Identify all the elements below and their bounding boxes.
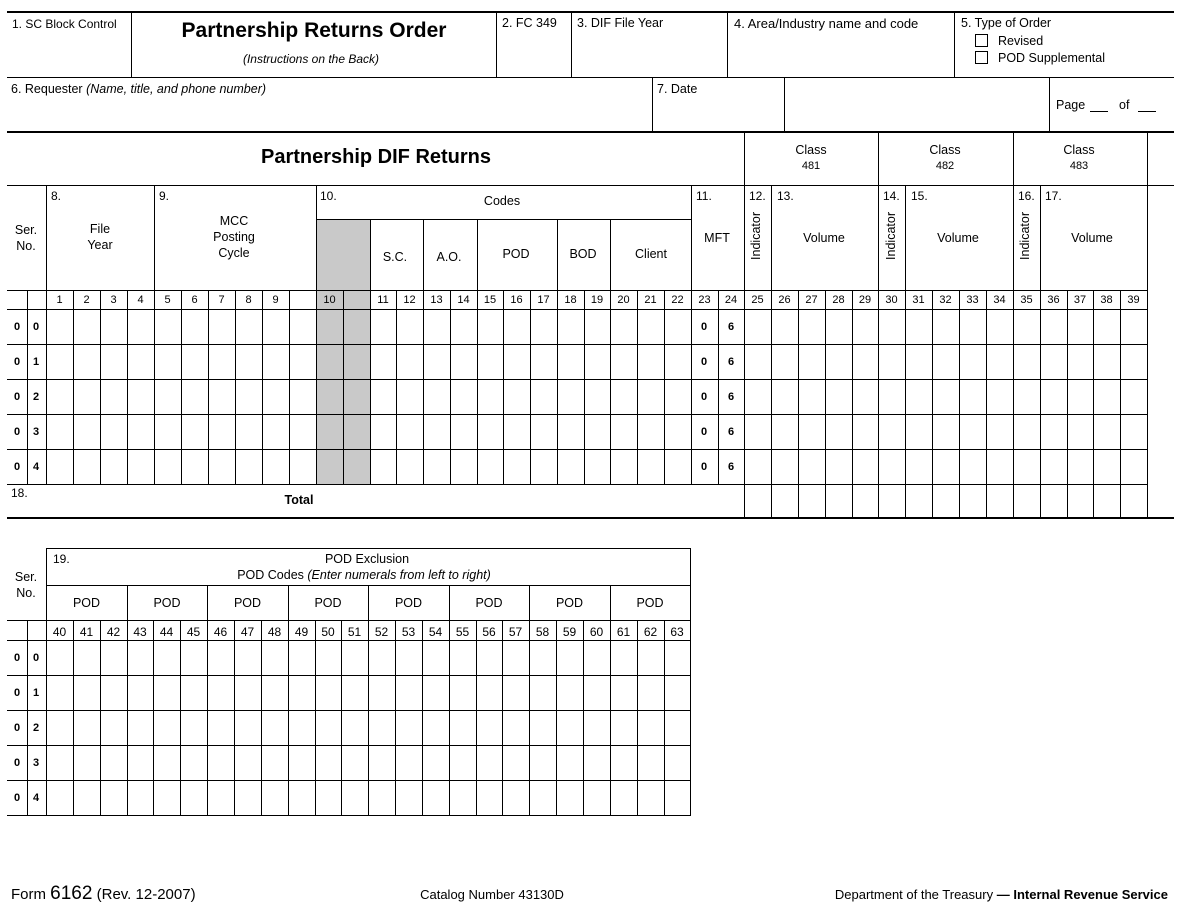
pod-exclusion-subtitle: [237, 569, 491, 582]
column-number: 3: [110, 294, 117, 306]
column-number: 22: [671, 294, 684, 306]
pod-column-number: 46: [213, 625, 228, 639]
area-industry-label: 4. Area/Industry name and code: [734, 16, 919, 31]
mft-digit: 0: [700, 425, 708, 438]
pod-column-number: 41: [79, 625, 94, 639]
pod-major-vline: [690, 548, 691, 815]
column-number: 31: [912, 294, 925, 306]
dif-row-codes-entry[interactable]: [370, 379, 691, 414]
major-vline: [691, 185, 692, 484]
form-revision: (Rev. 12-2007): [96, 886, 196, 903]
dif-row-volume-entry[interactable]: [744, 344, 1147, 379]
rule: [7, 131, 1174, 133]
year-label: Year: [87, 238, 113, 252]
column-number: 9: [272, 294, 279, 306]
pod-top-rule: [46, 548, 691, 549]
column-number: 18: [564, 294, 577, 306]
numbers-top-rule: [7, 290, 1147, 291]
column-number: 17: [537, 294, 550, 306]
pod-serial-digit: 2: [32, 721, 40, 734]
pod-serial-digit: 0: [13, 721, 21, 734]
column-number: 1: [56, 294, 63, 306]
column-number: 27: [805, 294, 818, 306]
pod-column-number: 50: [321, 625, 335, 639]
indicator-label-14: Indicator: [884, 212, 898, 260]
department-line: [835, 888, 1168, 901]
pod-serial-digit: 1: [32, 686, 40, 699]
volume-label-13: Volume: [803, 231, 845, 245]
dif-row-codes-entry[interactable]: [370, 344, 691, 379]
column-number: 33: [966, 294, 979, 306]
pod-column-number: 56: [482, 625, 496, 639]
class-482-label: Class: [929, 143, 961, 157]
column-number: 23: [698, 294, 711, 306]
mft-digit: 0: [700, 320, 708, 333]
dif-row-volume-entry[interactable]: [744, 449, 1147, 484]
mft-digit: 0: [700, 390, 708, 403]
pod-group-label: POD: [233, 596, 262, 610]
pod-supplemental-checkbox[interactable]: [975, 51, 988, 64]
instructions-note: (Instructions on the Back): [242, 52, 380, 66]
requester-note: (Name, title, and phone number): [86, 82, 267, 96]
pod-code-label: POD: [502, 247, 530, 261]
column-number: 20: [617, 294, 630, 306]
column-number: 34: [993, 294, 1006, 306]
field-16-number: 16.: [1018, 189, 1035, 203]
column-number: 37: [1073, 294, 1087, 306]
column-number: 6: [191, 294, 198, 306]
volume-label-17: Volume: [1071, 231, 1113, 245]
class-vline: [1147, 131, 1148, 517]
pod-column-number: 48: [267, 625, 282, 639]
column-number: 35: [1020, 294, 1033, 306]
dif-row-volume-entry[interactable]: [744, 414, 1147, 449]
column-number: 19: [590, 294, 604, 306]
indicator-label-12: Indicator: [749, 212, 763, 260]
sc-block-control-label: 1. SC Block Control: [12, 17, 117, 31]
requester-label: [11, 83, 266, 96]
pod-column-number: 55: [455, 625, 470, 639]
column-number: 12: [403, 294, 416, 306]
pod-column-number: 43: [133, 625, 147, 639]
rule: [652, 77, 653, 132]
date-label: 7. Date: [657, 82, 698, 96]
serial-digit: 0: [13, 320, 21, 333]
field-8-number: 8.: [51, 189, 62, 203]
pod-numbers-top-rule: [7, 620, 691, 621]
mft-digit: 6: [727, 390, 735, 403]
column-number: 8: [245, 294, 252, 306]
pod-serial-vline: [27, 620, 28, 815]
pod-column-number: 44: [159, 625, 174, 639]
pod-column-number: 61: [616, 625, 631, 639]
pod-supplemental-label: POD Supplemental: [998, 51, 1106, 65]
pod-column-number: 59: [562, 625, 577, 639]
column-number: 28: [832, 294, 845, 306]
dif-row-entry[interactable]: [46, 344, 316, 379]
dif-title: Partnership DIF Returns: [260, 146, 492, 168]
form-title: Partnership Returns Order: [181, 19, 447, 42]
field-11-number: 11.: [696, 189, 712, 203]
column-number: 32: [939, 294, 952, 306]
pod-serial-digit: 4: [32, 791, 40, 804]
department-dash: —: [996, 887, 1010, 902]
pod-column-number: 58: [535, 625, 550, 639]
cycle-label: Cycle: [218, 246, 250, 260]
dif-row-volume-entry[interactable]: [744, 379, 1147, 414]
pod-column-number: 45: [186, 625, 201, 639]
revised-checkbox[interactable]: [975, 34, 988, 47]
pod-column-number: 54: [428, 625, 443, 639]
class-481-code: 481: [801, 160, 821, 172]
class-481-label: Class: [795, 143, 827, 157]
volume-label-15: Volume: [937, 231, 979, 245]
rule: [727, 11, 728, 78]
column-number: 16: [510, 294, 523, 306]
pod-row-rule: [7, 815, 691, 816]
catalog-number: Catalog Number 43130D: [420, 887, 564, 902]
column-number: 15: [483, 294, 497, 306]
dif-row-codes-entry[interactable]: [370, 309, 691, 344]
dif-file-year-label: 3. DIF File Year: [577, 16, 664, 30]
column-number: 2: [83, 294, 90, 306]
sc-label: S.C.: [382, 250, 408, 264]
mft-digit: 6: [727, 425, 735, 438]
total-cell-vline: [1120, 484, 1121, 517]
mft-label: MFT: [704, 231, 730, 245]
total-cell-vline: [852, 484, 853, 517]
rule: [7, 11, 1174, 13]
column-number: 10: [323, 294, 336, 306]
pod-column-number: 62: [643, 625, 658, 639]
pod-group-label: POD: [314, 596, 342, 610]
bod-label: BOD: [569, 247, 597, 261]
column-number: 39: [1127, 294, 1140, 306]
pod-column-number: 49: [294, 625, 309, 639]
dif-row-volume-entry[interactable]: [744, 309, 1147, 344]
mcc-label: MCC: [219, 214, 249, 228]
pod-column-number: 60: [589, 625, 604, 639]
column-number: 25: [751, 294, 764, 306]
pod-row-entry[interactable]: [46, 640, 690, 675]
serial-digit: 2: [32, 390, 40, 403]
page-total-blank[interactable]: [1138, 111, 1156, 112]
serial-digit: 1: [32, 355, 40, 368]
total-bottom-rule: [7, 517, 1174, 519]
pod-column-number: 63: [670, 625, 684, 639]
page-label: Page: [1056, 98, 1086, 112]
ao-label: A.O.: [436, 250, 462, 264]
dif-row-entry[interactable]: [46, 309, 316, 344]
pod-serial-digit: 0: [32, 651, 40, 664]
pod-group-label: POD: [72, 596, 101, 610]
dif-row-codes-entry[interactable]: [370, 414, 691, 449]
total-cell-vline: [798, 484, 799, 517]
pod-column-number: 53: [401, 625, 416, 639]
mft-digit: 0: [700, 460, 708, 473]
serial-digit: 0: [13, 460, 21, 473]
class-483-label: Class: [1063, 143, 1095, 157]
field-18-number: 18.: [11, 486, 28, 500]
pod-column-number: 57: [508, 625, 523, 639]
rule: [571, 11, 572, 78]
serial-digit: 3: [32, 425, 40, 438]
serial-digit: 0: [13, 355, 21, 368]
dif-row-codes-entry[interactable]: [370, 449, 691, 484]
irs-name: Internal Revenue Service: [1013, 887, 1168, 902]
pod-group-label: POD: [153, 596, 181, 610]
pod-group-label: POD: [555, 596, 584, 610]
total-cell-vline: [825, 484, 826, 517]
serial-digit: 0: [13, 390, 21, 403]
ser-no-label: Ser.: [14, 223, 38, 237]
total-cell-vline: [959, 484, 960, 517]
form-prefix: Form: [11, 886, 46, 903]
dif-row-entry[interactable]: [46, 449, 316, 484]
pod-codes-label: POD Codes: [237, 568, 304, 582]
pod-row-entry[interactable]: [46, 780, 690, 815]
column-number: 36: [1047, 294, 1060, 306]
pod-codes-note: (Enter numerals from left to right): [307, 568, 491, 582]
pod-group-label: POD: [636, 596, 664, 610]
field-12-number: 12.: [749, 189, 766, 203]
pod-serial-digit: 3: [32, 756, 40, 769]
total-cell-vline: [932, 484, 933, 517]
header-rule: [7, 185, 1174, 186]
codes-rule: [316, 219, 691, 220]
field-17-number: 17.: [1045, 189, 1062, 203]
pod-column-number: 51: [347, 625, 362, 639]
total-cell-vline: [986, 484, 987, 517]
pod-group-label: POD: [475, 596, 503, 610]
pod-row-entry[interactable]: [46, 710, 690, 745]
of-label: of: [1119, 98, 1130, 112]
total-cell-vline: [1067, 484, 1068, 517]
mft-digit: 6: [727, 355, 735, 368]
field-15-number: 15.: [911, 189, 928, 203]
codes-label: Codes: [483, 194, 521, 208]
row-rule: [7, 484, 1147, 485]
pod-serial-digit: 0: [13, 651, 21, 664]
total-label: Total: [284, 493, 314, 507]
column-number: 7: [218, 294, 225, 306]
pod-group-label: POD: [394, 596, 423, 610]
field-13-number: 13.: [777, 189, 794, 203]
department-name: Department of the Treasury: [834, 887, 994, 902]
column-number: 14: [457, 294, 470, 306]
pod-column-number: 47: [240, 625, 255, 639]
pod-column-number: 40: [52, 625, 67, 639]
column-number: 29: [858, 294, 872, 306]
pod-column-number: 52: [374, 625, 389, 639]
rule: [7, 77, 1174, 78]
mft-digit: 6: [727, 460, 735, 473]
client-label: Client: [635, 247, 667, 261]
serial-digit: 0: [13, 425, 21, 438]
pod-ser-no-label-2: No.: [16, 586, 36, 600]
dif-row-entry[interactable]: [46, 414, 316, 449]
pod-serial-digit: 0: [13, 686, 21, 699]
column-number: 24: [724, 294, 738, 306]
field-10-number: 10.: [320, 189, 337, 203]
fc-label: 2. FC 349: [502, 16, 557, 30]
mft-digit: 6: [727, 320, 735, 333]
rule: [131, 11, 132, 78]
column-number: 4: [137, 294, 144, 306]
pod-ser-no-label: Ser.: [14, 570, 38, 584]
cell-vline: [718, 291, 719, 484]
indicator-label-16: Indicator: [1018, 212, 1032, 260]
dif-row-entry[interactable]: [46, 379, 316, 414]
field-9-number: 9.: [159, 189, 170, 203]
class-482-code: 482: [935, 160, 955, 172]
pod-exclusion-title: POD Exclusion: [324, 552, 410, 566]
form-number: [11, 884, 196, 903]
cell-vline: [27, 291, 28, 484]
rule: [954, 11, 955, 78]
cell-vline: [343, 291, 344, 484]
pod-column-number: 42: [106, 625, 121, 639]
pod-row-entry[interactable]: [46, 745, 690, 780]
serial-digit: 4: [32, 460, 40, 473]
field-19-number: 19.: [53, 552, 70, 566]
column-number: 30: [885, 294, 898, 306]
serial-digit: 0: [32, 320, 40, 333]
column-number: 5: [164, 294, 171, 306]
pod-serial-digit: 0: [13, 791, 21, 804]
mft-digit: 0: [700, 355, 708, 368]
pod-row-entry[interactable]: [46, 675, 690, 710]
page-number-blank[interactable]: [1090, 111, 1108, 112]
column-number: 21: [644, 294, 657, 306]
posting-label: Posting: [213, 230, 255, 244]
field-14-number: 14.: [883, 189, 900, 203]
requester-label-text: 6. Requester: [11, 82, 83, 96]
total-cell-vline: [1093, 484, 1094, 517]
type-of-order-label: 5. Type of Order: [961, 16, 1052, 30]
column-number: 38: [1100, 294, 1113, 306]
file-label: File: [89, 222, 111, 236]
rule: [784, 77, 785, 132]
rule: [1049, 77, 1050, 132]
column-number: 26: [778, 294, 791, 306]
column-number: 13: [430, 294, 443, 306]
revised-label: Revised: [998, 34, 1044, 48]
ser-no-label-2: No.: [16, 239, 36, 253]
rule: [496, 11, 497, 78]
class-483-code: 483: [1069, 160, 1089, 172]
major-vline: [316, 185, 317, 484]
pod-serial-digit: 0: [13, 756, 21, 769]
form-number-value: 6162: [50, 883, 93, 904]
column-number: 11: [377, 294, 389, 306]
